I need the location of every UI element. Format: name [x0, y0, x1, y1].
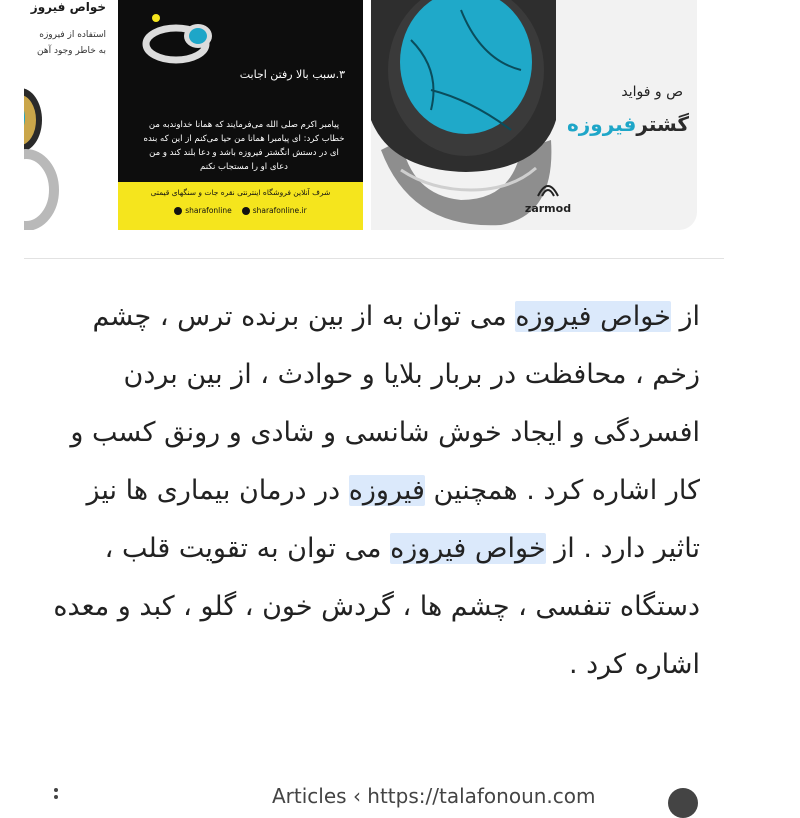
snippet-text: می توان به تقویت قلب ، دستگاه تنفسی ، چشم ها ، گردش خون ، گلو ، کبد و معده اشاره کرد . [53, 533, 700, 680]
card2-handle-a: sharafonline [174, 206, 231, 215]
snippet-highlight: خواص فیروزه [515, 301, 671, 332]
card3-title [567, 112, 689, 136]
image-card-3[interactable] [371, 0, 697, 230]
card2-footer-banner [118, 182, 363, 230]
card3-logo [523, 180, 573, 215]
card1-line2: به خاطر وجود آهن [36, 46, 106, 56]
snippet-highlight: خواص فیروزه [390, 533, 546, 564]
card3-title-highlight: فیروزه [566, 112, 637, 136]
image-card-2[interactable] [118, 0, 363, 230]
snippet-text: می توان به از بین برنده ترس ، چشم زخم ، محافظت در بربار بلایا و حوادث ، از بین بردن افسردگی و ایجاد خوش شانسی و شادی و رونق کسب و کار اشاره کرد . همچنین [70, 301, 700, 506]
source-row[interactable] [0, 778, 800, 808]
card3-subtitle: ص و فواید [621, 84, 683, 100]
card2-heading: ۳.سبب بالا رفتن اجابت [239, 68, 345, 81]
card3-title-prefix: گشتر [636, 112, 689, 136]
image-card-1[interactable] [24, 0, 110, 230]
snippet-text: در درمان بیماری ها نیز تاثیر دارد . از [86, 475, 700, 564]
card3-brand: zarmod [524, 202, 572, 215]
card1-title: خواص فیروز [30, 0, 106, 14]
card2-shop-line: شرف آنلاین فروشگاه اینترنتی نقره جات و سنگهای قیمتی [150, 188, 331, 197]
card2-paragraph: پیامبر اکرم صلی الله می‌فرمایند که همانا خداوندبه من خطاب کرد: ای پیامبرا همانا من حیا می‌کنم از این که بنده ای در دستش انگشتر فیروزه باشد و دعا بلند کند و من دعای او را مستجاب نکنم [143, 120, 345, 172]
article-snippet [40, 288, 700, 694]
snippet-highlight: فیروزه [348, 475, 425, 506]
source-link[interactable]: Articles ‹ https://talafonoun.com [272, 784, 596, 808]
ring-image-icon [136, 10, 226, 70]
instagram-icon [174, 207, 182, 215]
image-results-strip [0, 0, 800, 232]
ring-image-icon [24, 70, 90, 230]
card2-handle-b: sharafonline.ir [242, 206, 307, 215]
snippet-text: از [670, 301, 700, 332]
card1-line1: استفاده از فیروزه [39, 30, 106, 40]
zarmod-logo-icon [536, 180, 560, 198]
globe-icon [668, 788, 698, 818]
card2-handles [118, 206, 363, 215]
section-divider [24, 258, 724, 259]
instagram-icon [242, 207, 250, 215]
